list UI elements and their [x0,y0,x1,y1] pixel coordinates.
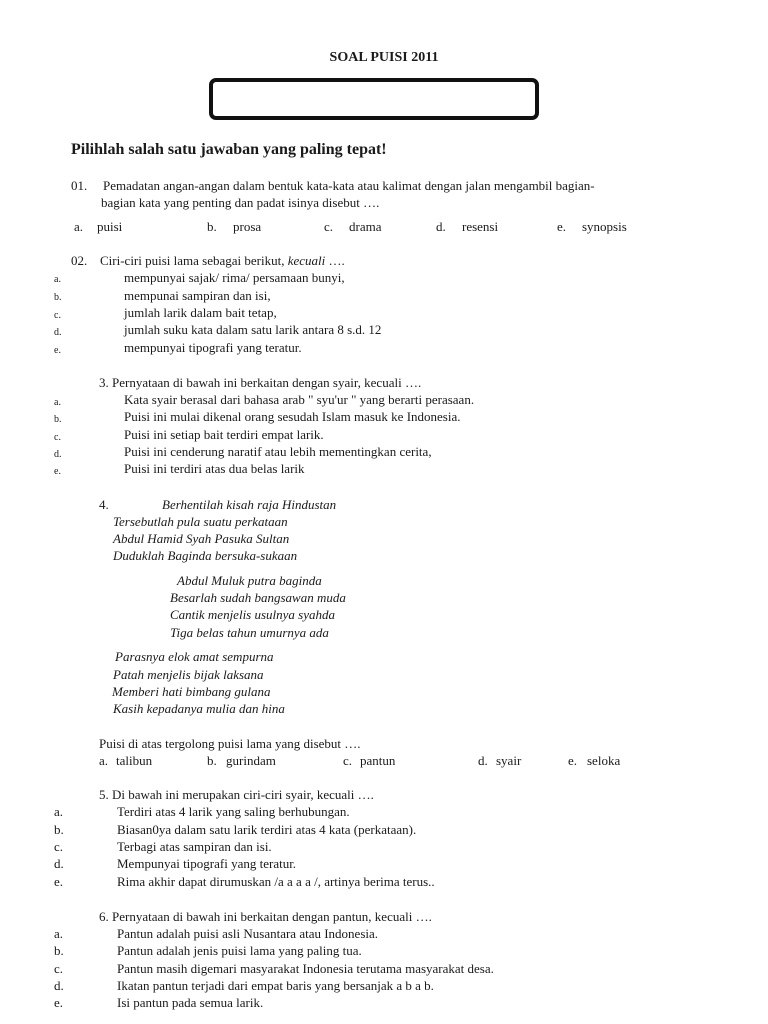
question-3-option-d: Puisi ini cenderung naratif atau lebih mementingkan cerita, [124,444,432,459]
question-4-option-d: syair [496,753,522,768]
question-3-option-e-letter: e. [54,466,61,477]
question-6-option-c-letter: c. [54,961,64,976]
question-3-option-b: Puisi ini mulai dikenal orang sesudah Islam masuk ke Indonesia. [124,409,461,424]
question-1-option-d-letter: d. [436,219,446,234]
question-4-option-a: talibun [116,753,153,768]
question-4-option-b-letter: b. [207,753,217,768]
question-1-option-c-letter: c. [324,219,334,234]
name-box [209,78,539,120]
question-1-option-e: synopsis [582,219,627,234]
question-4-option-d-letter: d. [478,753,488,768]
question-5-option-d: Mempunyai tipografi yang teratur. [117,856,297,871]
question-3-option-a: Kata syair berasal dari bahasa arab " syu'ur " yang berarti perasaan. [124,392,475,407]
question-2-option-e-letter: e. [54,345,61,356]
question-1-text-line1: Pemadatan angan-angan dalam bentuk kata-kata atau kalimat dengan jalan mengambil bagian- [103,178,595,193]
question-3-option-c-letter: c. [54,432,61,443]
question-5-option-c-letter: c. [54,839,64,854]
question-5-option-d-letter: d. [54,856,64,871]
question-3-option-b-letter: b. [54,414,62,425]
question-2-option-b-letter: b. [54,292,62,303]
question-2-option-c: jumlah larik dalam bait tetap, [124,305,277,320]
question-5-option-e-letter: e. [54,874,64,889]
question-6-option-a: Pantun adalah puisi asli Nusantara atau Indonesia. [117,926,379,941]
question-4-option-e: seloka [587,753,621,768]
poem-line: Patah menjelis bijak laksana [113,667,264,682]
question-5-option-e: Rima akhir dapat dirumuskan /a a a a /, artinya berima terus.. [117,874,435,889]
question-2-dots: …. [328,253,345,268]
question-4-option-c-letter: c. [343,753,353,768]
question-2-number: 02. [71,253,88,268]
poem-line: Kasih kepadanya mulia dan hina [113,701,285,716]
question-4-option-b: gurindam [226,753,276,768]
question-2-option-d-letter: d. [54,327,62,338]
poem-line: Cantik menjelis usulnya syahda [170,607,336,622]
question-1-option-b: prosa [233,219,262,234]
question-6-option-e: Isi pantun pada semua larik. [117,995,264,1010]
question-2-option-b: mempunai sampiran dan isi, [124,288,271,303]
question-2-option-d: jumlah suku kata dalam satu larik antara 8 s.d. 12 [124,322,382,337]
poem-line: Abdul Muluk putra baginda [177,573,322,588]
question-4-option-c: pantun [360,753,396,768]
instruction-heading: Pilihlah salah satu jawaban yang paling tepat! [71,141,387,158]
question-6-option-e-letter: e. [54,995,64,1010]
question-2-option-a: mempunyai sajak/ rima/ persamaan bunyi, [124,270,345,285]
question-4-option-e-letter: e. [568,753,578,768]
question-2-option-c-letter: c. [54,310,61,321]
question-2-stem-text: Ciri-ciri puisi lama sebagai berikut, [100,253,285,268]
question-3-option-a-letter: a. [54,397,61,408]
question-6-option-c: Pantun masih digemari masyarakat Indonesia terutama masyarakat desa. [117,961,494,976]
question-5-stem: 5. Di bawah ini merupakan ciri-ciri syair, kecuali …. [99,787,374,802]
question-6-option-a-letter: a. [54,926,64,941]
question-5-option-a-letter: a. [54,804,64,819]
question-1-option-a: puisi [97,219,123,234]
question-4-number: 4. [99,497,109,512]
question-4-text: Puisi di atas tergolong puisi lama yang disebut …. [99,736,361,751]
question-6-option-d-letter: d. [54,978,64,993]
question-1-text-line2: bagian kata yang penting dan padat isinya disebut …. [101,195,380,210]
poem-line: Parasnya elok amat sempurna [115,649,274,664]
poem-line: Abdul Hamid Syah Pasuka Sultan [113,531,290,546]
question-1-option-b-letter: b. [207,219,217,234]
document-title: SOAL PUISI 2011 [329,50,439,65]
question-4-option-a-letter: a. [99,753,109,768]
question-5-option-c: Terbagi atas sampiran dan isi. [117,839,272,854]
question-1-option-c: drama [349,219,382,234]
question-3-option-c: Puisi ini setiap bait terdiri empat larik. [124,427,324,442]
question-6-stem: 6. Pernyataan di bawah ini berkaitan dengan pantun, kecuali …. [99,909,432,924]
question-2-option-e: mempunyai tipografi yang teratur. [124,340,302,355]
poem-line: Besarlah sudah bangsawan muda [170,590,346,605]
question-2-stem [100,252,345,269]
question-2-kecuali: kecuali [287,253,326,268]
question-6-option-d: Ikatan pantun terjadi dari empat baris yang bersanjak a b a b. [117,978,434,993]
question-1-option-a-letter: a. [74,219,84,234]
question-2-option-a-letter: a. [54,274,61,285]
question-6-option-b: Pantun adalah jenis puisi lama yang paling tua. [117,943,362,958]
question-3-stem: 3. Pernyataan di bawah ini berkaitan dengan syair, kecuali …. [99,375,422,390]
poem-line: Berhentilah kisah raja Hindustan [162,497,337,512]
question-1-number: 01. [71,178,88,193]
question-1-option-e-letter: e. [557,219,567,234]
question-3-option-d-letter: d. [54,449,62,460]
question-6-option-b-letter: b. [54,943,64,958]
question-5-option-b: Biasan0ya dalam satu larik terdiri atas 4 kata (perkataan). [117,822,417,837]
question-3-option-e: Puisi ini terdiri atas dua belas larik [124,461,305,476]
poem-line: Tersebutlah pula suatu perkataan [113,514,288,529]
poem-line: Memberi hati bimbang gulana [112,684,271,699]
question-5-option-b-letter: b. [54,822,64,837]
question-5-option-a: Terdiri atas 4 larik yang saling berhubungan. [117,804,350,819]
question-1-option-d: resensi [462,219,499,234]
poem-line: Tiga belas tahun umurnya ada [170,625,329,640]
poem-line: Duduklah Baginda bersuka-sukaan [113,548,298,563]
